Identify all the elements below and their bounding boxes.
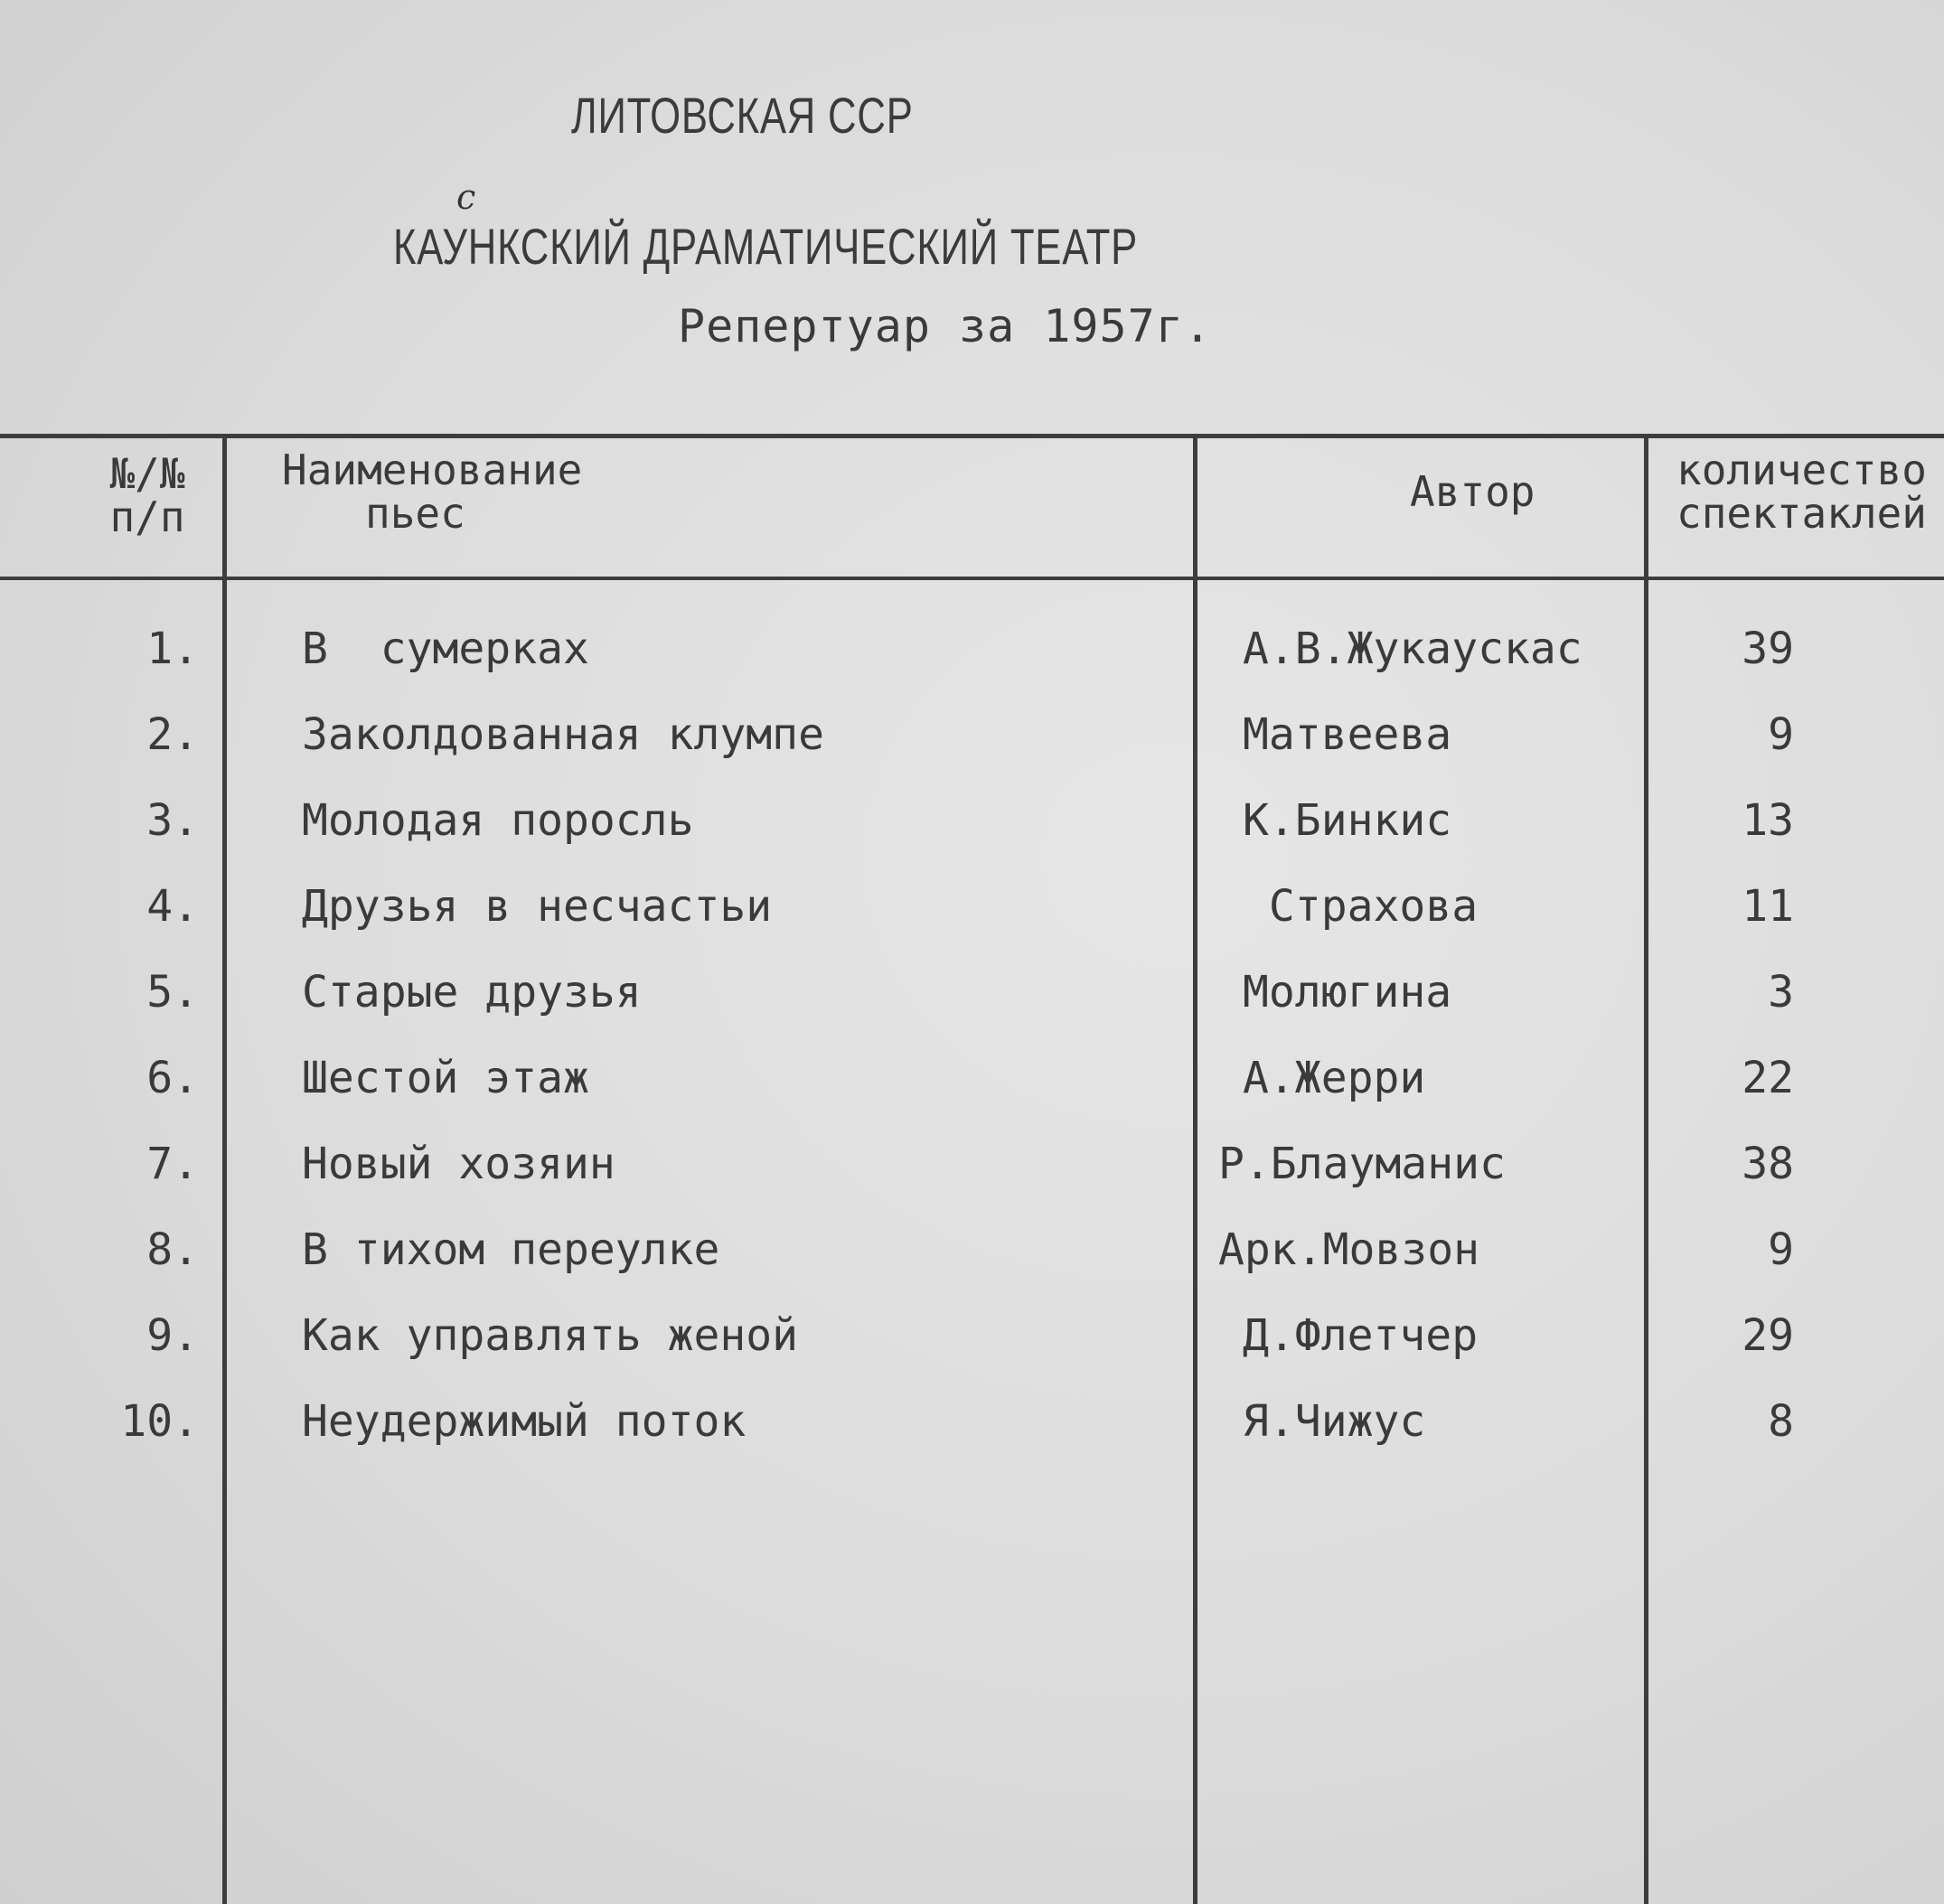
theatre-heading: КАУНКСКИЙ ДРАМАТИЧЕСКИЙ ТЕАТР [393, 218, 1139, 275]
play-title: Заколдованная клумпе [302, 709, 824, 760]
column-header-count-line1: количество [1676, 446, 1927, 494]
play-author: А.Жерри [1243, 1053, 1426, 1103]
table-row [0, 1139, 1944, 1202]
table-row [0, 967, 1944, 1030]
table-top-rule [0, 434, 1944, 438]
table-row [0, 624, 1944, 687]
table-row [0, 881, 1944, 944]
row-number: 10. [120, 1396, 199, 1447]
row-number: 4. [146, 881, 199, 932]
play-title: Неудержимый поток [302, 1396, 747, 1447]
row-number: 1. [146, 624, 199, 674]
table-row [0, 1224, 1944, 1288]
row-number: 3. [146, 795, 199, 846]
republic-heading: ЛИТОВСКАЯ ССР [571, 87, 914, 144]
performance-count: 22 [1742, 1053, 1794, 1103]
performance-count: 38 [1742, 1139, 1794, 1189]
row-number: 5. [146, 967, 199, 1018]
table-row [0, 1310, 1944, 1374]
column-header-count-line2: спектаклей [1676, 489, 1927, 538]
play-author: А.В.Жукаускас [1243, 624, 1582, 674]
table-row [0, 795, 1944, 858]
play-title: Шестой этаж [302, 1053, 589, 1103]
column-header-title-line2: пьес [365, 489, 465, 538]
performance-count: 39 [1742, 624, 1794, 674]
table-row [0, 1053, 1944, 1116]
row-number: 7. [146, 1139, 199, 1189]
performance-count: 11 [1742, 881, 1794, 932]
row-number: 6. [146, 1053, 199, 1103]
handwritten-correction: с [456, 177, 476, 217]
play-author: Д.Флетчер [1243, 1310, 1479, 1361]
play-author: Страхова [1243, 881, 1479, 932]
row-number: 8. [146, 1224, 199, 1275]
performance-count: 9 [1768, 709, 1794, 760]
play-author: К.Бинкис [1243, 795, 1452, 846]
play-title: Молодая поросль [302, 795, 694, 846]
column-header-number-line1: №/№ [109, 449, 185, 498]
table-header-rule [0, 577, 1944, 580]
performance-count: 13 [1742, 795, 1794, 846]
play-title: Старые друзья [302, 967, 642, 1018]
play-author: Матвеева [1243, 709, 1452, 760]
play-title: В тихом переулке [302, 1224, 720, 1275]
row-number: 9. [146, 1310, 199, 1361]
play-author: Арк.Мовзон [1218, 1224, 1479, 1275]
table-row [0, 1396, 1944, 1459]
column-header-count [1676, 446, 1927, 538]
performance-count: 3 [1768, 967, 1794, 1018]
performance-count: 29 [1742, 1310, 1794, 1361]
row-number: 2. [146, 709, 199, 760]
table-row [0, 709, 1944, 773]
play-author: Р.Блауманис [1218, 1139, 1506, 1189]
column-header-author: Автор [1410, 467, 1535, 516]
column-header-title-line1: Наименование [282, 446, 583, 494]
play-title: В сумерках [302, 624, 589, 674]
play-author: Я.Чижус [1243, 1396, 1426, 1447]
column-header-number [98, 449, 197, 541]
repertoire-title: Репертуар за 1957г. [678, 300, 1212, 352]
play-title: Как управлять женой [302, 1310, 799, 1361]
play-title: Друзья в несчастьи [302, 881, 773, 932]
play-title: Новый хозяин [302, 1139, 615, 1189]
column-header-number-line2: п/п [109, 492, 185, 541]
column-header-title [282, 446, 583, 538]
performance-count: 9 [1768, 1224, 1794, 1275]
play-author: Молюгина [1243, 967, 1452, 1018]
performance-count: 8 [1768, 1396, 1794, 1447]
